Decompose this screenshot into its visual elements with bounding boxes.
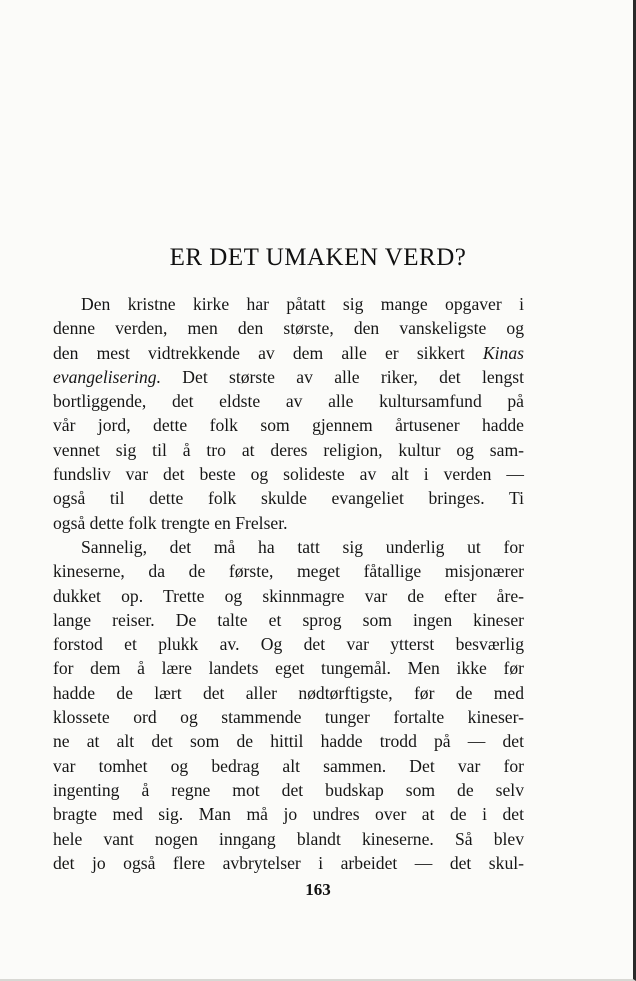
text-line: det jo også flere avbrytelser i arbeidet — det skul- <box>53 852 524 873</box>
body-text <box>53 292 524 875</box>
text-line: kineserne, da de første, meget fåtallige misjonærer <box>53 561 524 582</box>
text-line: vår jord, dette folk som gjennem årtusener hadde <box>53 415 524 436</box>
chapter-title: ER DET UMAKEN VERD? <box>169 244 467 271</box>
text-line: lange reiser. De talte et sprog som ingen kineser <box>53 609 524 630</box>
text-line: hadde de lært det aller nødtørftigste, før de med <box>53 682 524 703</box>
text-line: også dette folk trengte en Frelser. <box>53 512 288 533</box>
text-segment: Det største av alle riker, det lengst <box>160 366 524 387</box>
text-line <box>53 341 524 365</box>
text-line: klossete ord og stammende tunger fortalte kineser- <box>53 707 524 728</box>
text-line: også til dette folk skulde evangeliet bringes. Ti <box>53 488 524 509</box>
text-line: forstod et plukk av. Og det var ytterst besværlig <box>53 634 524 655</box>
text-line: ingenting å regne mot det budskap som de selv <box>53 779 524 800</box>
text-line: fundsliv var det beste og solideste av alt i verden — <box>53 464 524 485</box>
text-line: var tomhet og bedrag alt sammen. Det var for <box>53 755 524 776</box>
text-line: denne verden, men den største, den vanskeligste og <box>53 318 524 339</box>
text-line: ne at alt det som de hittil hadde trodd på — det <box>53 731 524 752</box>
text-segment: den mest vidtrekkende av dem alle er sikkert <box>53 342 483 363</box>
text-line: dukket op. Trette og skinnmagre var de efter åre- <box>53 585 524 606</box>
text-line: Den kristne kirke har påtatt sig mange opgaver i <box>81 294 524 314</box>
text-line: Sannelig, det må ha tatt sig underlig ut for <box>81 536 524 557</box>
italic-term: evangelisering. <box>53 366 161 387</box>
text-line: for dem å lære landets eget tungemål. Men ikke før <box>53 658 524 679</box>
text-line: bortliggende, det eldste av alle kultursamfund på <box>53 391 524 412</box>
italic-term: Kinas <box>482 342 524 363</box>
text-line <box>53 365 524 389</box>
text-line: hele vant nogen inngang blandt kineserne. Så blev <box>53 828 524 849</box>
text-line: vennet sig til å tro at deres religion, kultur og sam- <box>53 439 524 460</box>
text-line: bragte med sig. Man må jo undres over at de i det <box>53 804 524 825</box>
page-number: 163 <box>305 880 331 899</box>
